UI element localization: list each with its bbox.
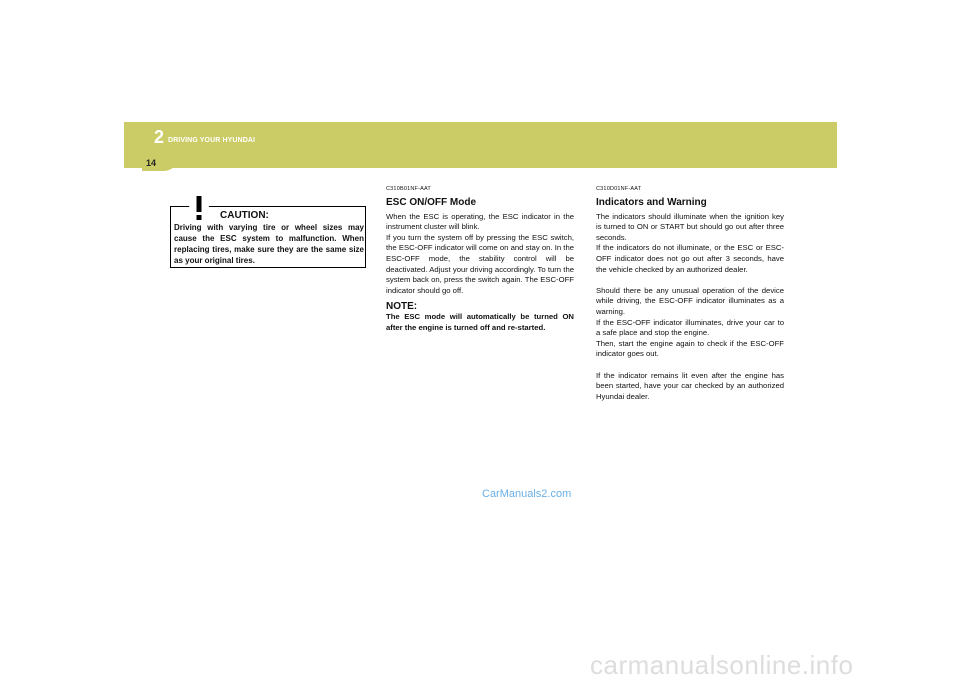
indicators-section — [596, 184, 784, 402]
section-paragraph-2: Should there be any unusual operation of the device while driving, the ESC-OFF indicator illuminates as a warning. If the ESC-OFF indicator illuminates, drive your car to a safe place and stop the engine. Then, start the engine again to check if the ESC-OFF indicator goes out. — [596, 285, 784, 359]
caution-text: Driving with varying tire or wheel sizes may cause the ESC system to malfunction. When replacing tires, make sure they are the same size as your original tires. — [174, 223, 364, 265]
chapter-header-band — [124, 122, 837, 168]
note-title: NOTE: — [386, 301, 418, 313]
esc-mode-section — [386, 184, 574, 334]
note-text: The ESC mode will automatically be turned ON after the engine is turned off and re-started. — [386, 312, 574, 332]
section-heading: Indicators and Warning — [596, 196, 707, 208]
section-code: C310B01NF-AAT — [386, 186, 431, 192]
watermark-link[interactable]: CarManuals2.com — [482, 488, 572, 500]
section-body: When the ESC is operating, the ESC indicator in the instrument cluster will blink. If you turn the system off by pressing the ESC switch, the ESC-OFF indicator will come on and stay on. In the ESC-OFF mode, the stability control will be deactivated. Adjust your driving accordingly. To turn the system back on, press the switch again. The ESC-OFF indicator should go off. — [386, 211, 574, 295]
section-heading: ESC ON/OFF Mode — [386, 196, 476, 208]
footer-watermark: carmanualsonline.info — [590, 650, 854, 680]
warning-exclamation-icon — [179, 188, 219, 224]
chapter-number: 2 — [154, 127, 165, 147]
section-paragraph-1: The indicators should illuminate when the ignition key is turned to ON or START but should go out after three seconds. If the indicators do not illuminate, or the ESC or ESC-OFF indicator does not go out after 3 seconds, have the vehicle checked by an authorized dealer. — [596, 211, 784, 274]
caution-title: CAUTION: — [220, 210, 269, 221]
chapter-title: DRIVING YOUR HYUNDAI — [168, 137, 256, 144]
page-number: 14 — [146, 158, 157, 168]
section-paragraph-3: If the indicator remains lit even after the engine has been started, have your car checked by an authorized Hyundai dealer. — [596, 370, 784, 401]
section-code: C310D01NF-AAT — [596, 186, 642, 192]
